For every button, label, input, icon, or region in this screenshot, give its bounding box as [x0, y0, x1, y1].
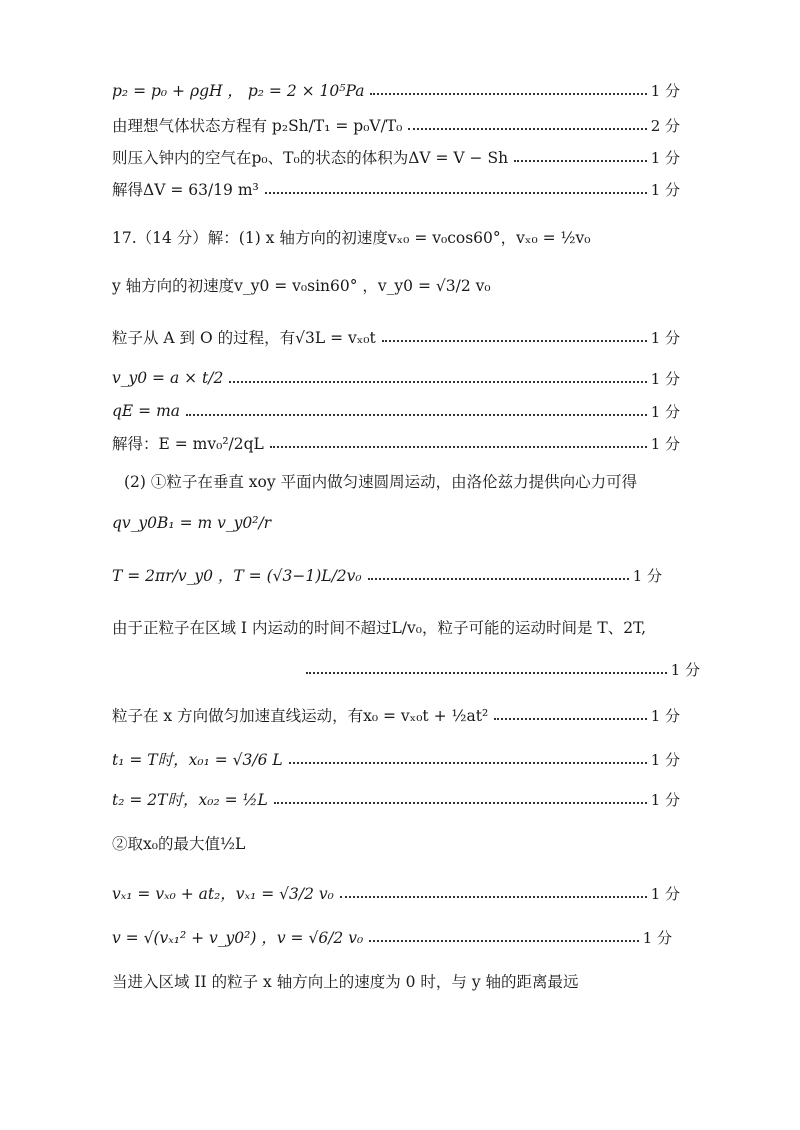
line-text: 解得ΔV = 63/19 m³ — [112, 181, 259, 199]
line-score: 1 分 — [650, 706, 680, 725]
line-score: 1 分 — [650, 434, 680, 453]
line-score: 1 分 — [670, 660, 700, 679]
line-score: 1 分 — [650, 180, 680, 199]
line-text: T = 2πr/v_y0 ，T = (√3−1)L/2v₀ — [112, 567, 362, 585]
answer-line — [112, 222, 680, 252]
dotted-leader — [368, 578, 629, 580]
answer-line — [112, 75, 680, 105]
answer-line — [112, 784, 680, 814]
line-text: v = √(vₓ₁² + v_y0²) ，v = √6/2 v₀ — [112, 929, 364, 947]
line-text: qv_y0B₁ = m v_y0²/r — [112, 514, 272, 532]
dotted-leader — [494, 718, 646, 720]
answer-line — [112, 612, 680, 642]
line-text: v_y0 = a × t/2 — [112, 369, 224, 387]
dotted-leader — [186, 414, 647, 416]
dotted-leader — [229, 381, 646, 383]
dotted-leader — [306, 672, 667, 674]
answer-line — [112, 142, 680, 172]
answer-line — [112, 828, 680, 858]
answer-line — [112, 396, 680, 426]
line-text: 粒子从 A 到 O 的过程，有√3L = vₓ₀t — [112, 329, 376, 347]
line-text: (2) ①粒子在垂直 xoy 平面内做匀速圆周运动，由洛伦兹力提供向心力可得 — [124, 473, 638, 491]
line-text: p₂ = p₀ + ρgH ， p₂ = 2 × 10⁵Pa — [112, 82, 365, 100]
dotted-leader — [270, 446, 647, 448]
answer-line — [112, 110, 680, 140]
answer-line — [112, 966, 680, 996]
line-text: 由于正粒子在区域 I 内运动的时间不超过L/v₀，粒子可能的运动时间是 T、2T, — [112, 619, 647, 637]
line-score: 1 分 — [642, 928, 672, 947]
dotted-leader — [408, 128, 646, 130]
answer-line — [112, 270, 680, 300]
line-text: vₓ₁ = vₓ₀ + at₂，vₓ₁ = √3/2 v₀ — [112, 885, 334, 903]
line-score: 1 分 — [650, 328, 680, 347]
answer-line — [112, 744, 680, 774]
answer-line — [112, 322, 680, 352]
line-text: 粒子在 x 方向做匀加速直线运动，有x₀ = vₓ₀t + ½at² — [112, 707, 489, 725]
line-score: 1 分 — [632, 566, 662, 585]
line-score: 1 分 — [650, 884, 680, 903]
answer-line — [112, 428, 680, 458]
line-score: 1 分 — [650, 402, 680, 421]
dotted-leader — [274, 802, 647, 804]
answer-line — [112, 508, 680, 538]
line-text: 17.（14 分）解：(1) x 轴方向的初速度vₓ₀ = v₀cos60°，vₓ₀ = ½v₀ — [112, 229, 591, 247]
answer-line — [112, 363, 680, 393]
line-text: 解得：E = mv₀²/2qL — [112, 435, 264, 453]
dotted-leader — [382, 340, 647, 342]
line-text: t₁ = T时，x₀₁ = √3/6 L — [112, 751, 283, 769]
line-score: 1 分 — [650, 790, 680, 809]
dotted-leader — [289, 762, 647, 764]
line-text: y 轴方向的初速度v_y0 = v₀sin60° ，v_y0 = √3/2 v₀ — [112, 277, 491, 295]
dotted-leader — [340, 896, 647, 898]
line-score: 1 分 — [650, 750, 680, 769]
line-text: 当进入区域 II 的粒子 x 轴方向上的速度为 0 时，与 y 轴的距离最远 — [112, 973, 579, 991]
line-score: 1 分 — [650, 148, 680, 167]
line-text: 则压入钟内的空气在p₀、T₀的状态的体积为ΔV = V − Sh — [112, 149, 509, 167]
line-score: 1 分 — [650, 81, 680, 100]
answer-line — [112, 700, 680, 730]
line-text: qE = ma — [112, 402, 181, 420]
dotted-leader — [370, 93, 646, 95]
line-score: 1 分 — [650, 369, 680, 388]
line-score: 2 分 — [650, 116, 680, 135]
answer-line — [124, 466, 680, 496]
answer-line — [112, 922, 672, 952]
dotted-leader — [369, 940, 639, 942]
answer-line — [300, 654, 700, 684]
line-text: t₂ = 2T时，x₀₂ = ½L — [112, 791, 268, 809]
line-text: 由理想气体状态方程有 p₂Sh/T₁ = p₀V/T₀ — [112, 117, 403, 135]
answer-line — [112, 174, 680, 204]
answer-line — [112, 560, 662, 590]
answer-line — [112, 878, 680, 908]
dotted-leader — [514, 160, 647, 162]
dotted-leader — [265, 192, 647, 194]
line-text: ②取x₀的最大值½L — [112, 835, 246, 853]
